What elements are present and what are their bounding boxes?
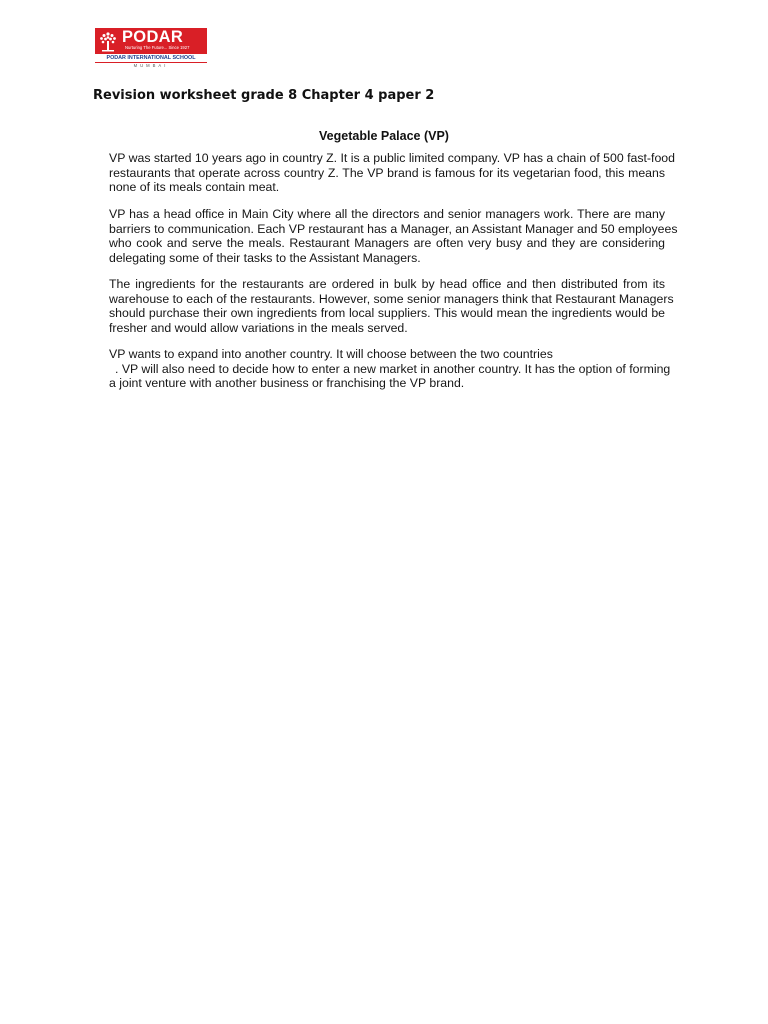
- paragraph-line: warehouse to each of the restaurants. However, some senior managers think that Restaurant Managers: [109, 291, 674, 306]
- tree-icon: [96, 29, 120, 53]
- paragraph-line: should purchase their own ingredients from local suppliers. This would mean the ingredients would be: [109, 306, 665, 320]
- paragraph-line: barriers to communication. Each VP restaurant has a Manager, an Assistant Manager and 50 employees: [109, 221, 678, 236]
- paragraph-4: [109, 347, 671, 391]
- paragraph-line: restaurants that operate across country Z. The VP brand is famous for its vegetarian food, this means: [109, 165, 665, 180]
- paragraph-line: VP wants to expand into another country. It will choose between the two countries: [109, 347, 553, 361]
- logo-brand-name: PODAR: [122, 28, 184, 46]
- paragraph-1: [109, 151, 675, 195]
- case-study-title: Vegetable Palace (VP): [319, 129, 449, 143]
- paragraph-line: who cook and serve the meals. Restaurant Managers are often very busy and they are considering: [109, 236, 665, 250]
- paragraph-line: delegating some of their tasks to the Assistant Managers.: [109, 250, 421, 265]
- logo-city: MUMBAI: [133, 63, 169, 68]
- paragraph-line: none of its meals contain meat.: [109, 180, 280, 194]
- paragraph-2: [109, 207, 678, 265]
- worksheet-title: Revision worksheet grade 8 Chapter 4 paper 2: [93, 88, 435, 103]
- paragraph-line: VP has a head office in Main City where all the directors and senior managers work. There are many: [109, 207, 665, 221]
- logo-school-name: PODAR INTERNATIONAL SCHOOL: [106, 55, 196, 61]
- school-logo: [95, 28, 207, 70]
- logo-banner: [95, 28, 207, 54]
- logo-tagline: Nurturing The Future... Since 1927: [125, 45, 190, 50]
- paragraph-3: [109, 277, 674, 335]
- paragraph-line: a joint venture with another business or franchising the VP brand.: [109, 376, 465, 390]
- paragraph-line: fresher and would allow variations in the meals served.: [109, 320, 408, 335]
- paragraph-line: The ingredients for the restaurants are ordered in bulk by head office and then distributed from its: [109, 277, 665, 291]
- paragraph-line: . VP will also need to decide how to enter a new market in another country. It has the option of forming: [115, 361, 671, 376]
- paragraph-line: VP was started 10 years ago in country Z. It is a public limited company. VP has a chain of 500 fast-food: [109, 151, 675, 165]
